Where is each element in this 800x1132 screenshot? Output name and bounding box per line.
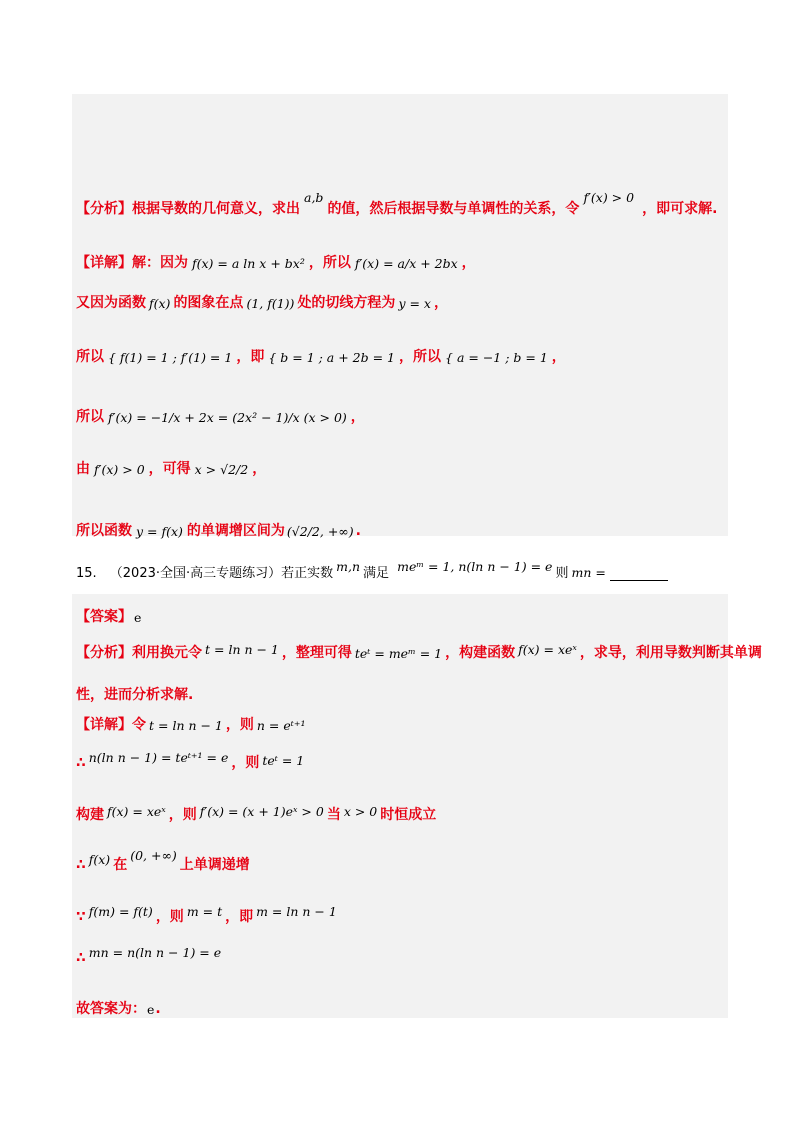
text: 又因为函数 xyxy=(76,295,146,311)
question-number: 15. xyxy=(76,566,97,581)
math: e xyxy=(134,609,142,625)
text: . xyxy=(155,1001,161,1017)
math: n = eᵗ⁺¹ xyxy=(256,717,306,733)
answer-blank xyxy=(610,580,668,581)
detail-line-5 xyxy=(76,458,266,478)
text: ，求导，利用导数判断其单调 xyxy=(579,645,762,661)
math: m = t xyxy=(186,903,223,919)
math: teᵗ = 1 xyxy=(262,752,305,768)
detail-line-2 xyxy=(76,749,307,772)
math: f′(x) = a/x + 2bx xyxy=(354,255,458,271)
math: f(x) = xeˣ xyxy=(518,641,577,657)
text: 所以函数 xyxy=(76,523,132,539)
text: ，则 xyxy=(168,807,197,823)
math: e xyxy=(147,1001,155,1017)
detail-line-6 xyxy=(76,520,361,540)
math: f(x) = a ln x + bx² xyxy=(192,255,305,271)
text: . xyxy=(355,523,361,539)
math: f′(x) > 0 xyxy=(94,461,145,477)
text: ，即 xyxy=(236,349,265,365)
text: 故答案为： xyxy=(76,1001,146,1017)
detail-line-1 xyxy=(76,252,476,272)
math: teᵗ = meᵐ = 1 xyxy=(354,645,443,661)
detail-line-4 xyxy=(76,406,365,426)
detail-line-5 xyxy=(76,903,340,926)
text: 处的切线方程为 xyxy=(297,295,396,311)
detail-line-3 xyxy=(76,804,436,824)
text: 由 xyxy=(76,461,90,477)
math: (1, f(1)) xyxy=(246,295,295,311)
text: ，可得 xyxy=(148,461,191,477)
text: 【详解】解：因为 xyxy=(76,255,188,271)
detail-line-2 xyxy=(76,292,448,312)
text: 的图象在点 xyxy=(173,295,244,311)
analysis-line xyxy=(76,642,762,662)
text: 【分析】利用换元令 xyxy=(76,645,202,661)
math: x > 0 xyxy=(343,803,378,819)
math: f(m) = f(t) xyxy=(88,903,153,919)
text: ， xyxy=(551,349,566,365)
math-system: { b = 1 ; a + 2b = 1 xyxy=(268,349,396,365)
text: 所以 xyxy=(76,349,104,365)
text: 【答案】 xyxy=(76,609,132,625)
text: 当 xyxy=(326,807,341,823)
text: 性，进而分析求解. xyxy=(76,687,194,703)
math: f(x) = xeˣ xyxy=(107,803,166,819)
text: ，则 xyxy=(225,717,254,733)
math: f′(x) = −1/x + 2x = (2x² − 1)/x (x > 0) xyxy=(108,409,347,425)
detail-line-3 xyxy=(76,346,566,366)
text: 【分析】根据导数的几何意义，求出 xyxy=(76,201,300,217)
text: ∵ xyxy=(76,909,86,925)
math: m = ln n − 1 xyxy=(256,903,337,919)
text: ∴ xyxy=(76,857,86,873)
detail-line-6 xyxy=(76,944,224,966)
math: f′(x) = (x + 1)eˣ > 0 xyxy=(199,803,324,819)
math: f′(x) > 0 xyxy=(583,189,635,205)
text: ∴ xyxy=(76,755,86,771)
text: 【详解】令 xyxy=(76,717,146,733)
math: meᵐ = 1, n(ln n − 1) = e xyxy=(397,559,553,574)
answer-line xyxy=(76,606,141,626)
math: n(ln n − 1) = teᵗ⁺¹ = e xyxy=(88,749,229,765)
math: t = ln n − 1 xyxy=(205,641,279,657)
math: f(x) xyxy=(88,851,111,867)
text: ， xyxy=(350,409,365,425)
math-system: { f(1) = 1 ; f′(1) = 1 xyxy=(108,349,233,365)
detail-line-4 xyxy=(76,847,250,874)
text: ，整理可得 xyxy=(281,645,352,661)
math: y = f(x) xyxy=(136,523,183,539)
question-source: （2023·全国·高三专题练习）若正实数 xyxy=(109,566,334,581)
text: 则 xyxy=(555,566,569,581)
text: 构建 xyxy=(76,807,104,823)
text: 所以 xyxy=(76,409,104,425)
text: ，即可求解. xyxy=(642,201,718,217)
math-system: { a = −1 ; b = 1 xyxy=(445,349,548,365)
text: 的值，然后根据导数与单调性的关系，令 xyxy=(327,201,580,217)
text: ， xyxy=(252,461,267,477)
solution-block-1 xyxy=(72,94,728,539)
text: ∴ xyxy=(76,950,86,966)
math: f(x) xyxy=(149,295,171,311)
analysis-line-cont xyxy=(76,684,193,704)
text: ，所以 xyxy=(399,349,442,365)
text: 在 xyxy=(113,857,128,873)
math: x > √2/2 xyxy=(194,461,249,477)
text: ， xyxy=(433,295,448,311)
analysis-line xyxy=(76,189,718,218)
text: ，所以 xyxy=(308,255,351,271)
math: t = ln n − 1 xyxy=(149,717,223,733)
detail-line-1 xyxy=(76,714,308,734)
math: a,b xyxy=(304,189,324,205)
math: (0, +∞) xyxy=(130,847,177,863)
math: (√2/2, +∞) xyxy=(286,523,354,539)
text: ，即 xyxy=(225,909,254,925)
math: m,n xyxy=(336,559,361,574)
text: ，则 xyxy=(231,755,260,771)
text: ，则 xyxy=(155,909,184,925)
answer-line-final xyxy=(76,998,161,1018)
math: mn = n(ln n − 1) = e xyxy=(88,944,222,960)
text: 的单调增区间为 xyxy=(186,523,285,539)
question-15 xyxy=(76,559,668,581)
text: ， xyxy=(461,255,476,271)
text: 上单调递增 xyxy=(179,857,250,873)
text: 满足 xyxy=(363,566,390,581)
math: y = x xyxy=(398,295,431,311)
math: mn = xyxy=(571,565,606,580)
text: 时恒成立 xyxy=(380,807,437,823)
text: ，构建函数 xyxy=(445,645,516,661)
